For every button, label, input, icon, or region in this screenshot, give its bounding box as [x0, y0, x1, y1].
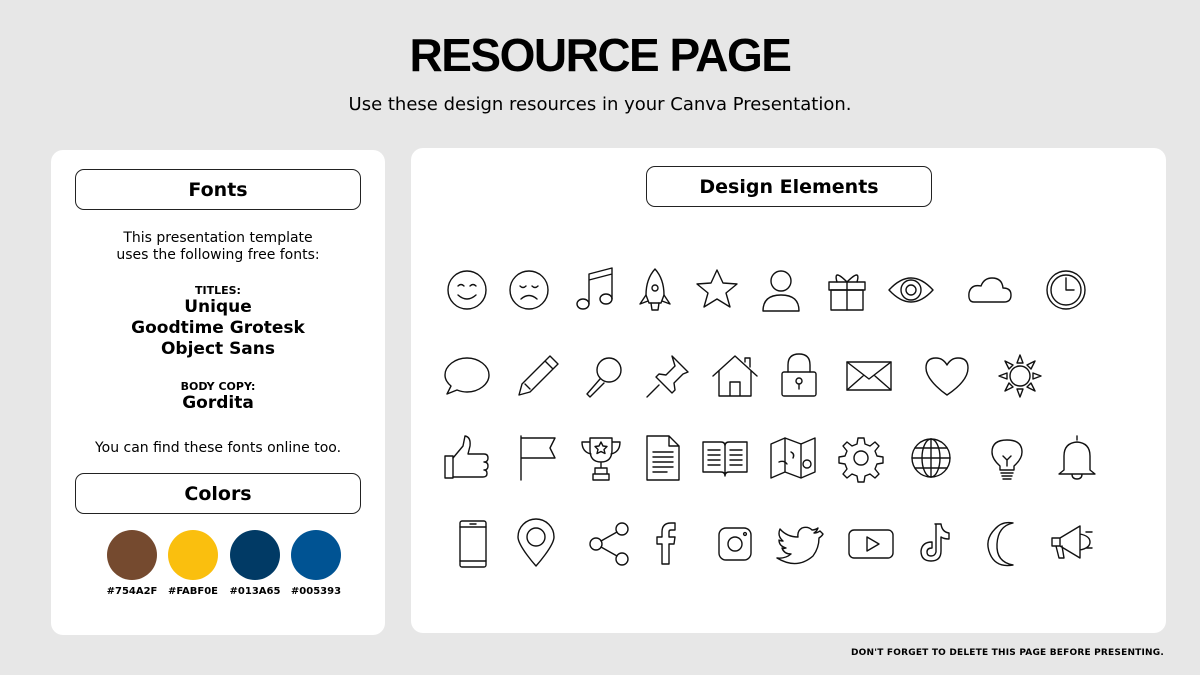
globe-icon — [905, 432, 957, 484]
fonts-heading: Fonts — [75, 169, 361, 210]
pencil-icon — [512, 350, 564, 402]
twitter-icon — [774, 518, 826, 570]
flag-icon — [511, 432, 563, 484]
color-swatch — [285, 530, 347, 597]
icon-grid — [441, 264, 1141, 594]
facebook-icon — [639, 518, 691, 570]
smile-icon — [441, 264, 493, 316]
swatch-circle — [107, 530, 157, 580]
swatch-hex: #013A65 — [229, 586, 281, 597]
title-fonts-list — [51, 297, 385, 360]
color-swatch — [224, 530, 286, 597]
design-elements-card — [411, 148, 1166, 633]
share-icon — [584, 518, 636, 570]
clock-icon — [1040, 264, 1092, 316]
music-note-icon — [568, 264, 620, 316]
fonts-intro — [51, 230, 385, 264]
location-pin-icon — [510, 518, 562, 570]
fonts-intro-line-1: This presentation template — [123, 230, 313, 246]
padlock-icon — [773, 350, 825, 402]
colors-heading: Colors — [75, 473, 361, 514]
speech-bubble-icon — [441, 350, 493, 402]
sun-icon — [994, 350, 1046, 402]
moon-icon — [981, 518, 1033, 570]
tiktok-icon — [907, 518, 959, 570]
eye-icon — [885, 264, 937, 316]
heart-icon — [921, 350, 973, 402]
swatch-hex: #005393 — [290, 586, 342, 597]
lightbulb-icon — [981, 432, 1033, 484]
trophy-icon — [575, 432, 627, 484]
instagram-icon — [709, 518, 761, 570]
swatch-hex: #754A2F — [106, 586, 158, 597]
page-title: RESOURCE PAGE — [409, 29, 791, 81]
gift-icon — [821, 264, 873, 316]
title-font-name: Object Sans — [160, 339, 276, 359]
design-elements-heading: Design Elements — [646, 166, 932, 207]
title-font-name: Unique — [184, 297, 252, 317]
bell-icon — [1051, 432, 1103, 484]
thumbs-up-icon — [441, 432, 493, 484]
swatch-circle — [230, 530, 280, 580]
magnifier-icon — [579, 350, 631, 402]
footer-note: DON'T FORGET TO DELETE THIS PAGE BEFORE PRESENTING. — [851, 648, 1164, 658]
document-icon — [637, 432, 689, 484]
sad-face-icon — [503, 264, 555, 316]
open-book-icon — [699, 432, 751, 484]
envelope-icon — [843, 350, 895, 402]
star-icon — [691, 264, 743, 316]
rocket-icon — [629, 264, 681, 316]
youtube-icon — [845, 518, 897, 570]
megaphone-icon — [1046, 518, 1098, 570]
gear-icon — [835, 432, 887, 484]
pushpin-icon — [642, 350, 694, 402]
title-font-name: Goodtime Grotesk — [131, 318, 305, 338]
color-swatch — [162, 530, 224, 597]
fonts-intro-line-2: uses the following free fonts: — [116, 247, 320, 263]
map-icon — [767, 432, 819, 484]
smartphone-icon — [447, 518, 499, 570]
body-copy-label: BODY COPY: — [180, 380, 256, 393]
titles-label: TITLES: — [195, 284, 241, 297]
color-swatch — [101, 530, 163, 597]
swatch-circle — [291, 530, 341, 580]
house-icon — [709, 350, 761, 402]
body-font-name: Gordita — [182, 393, 254, 413]
swatch-circle — [168, 530, 218, 580]
fonts-note: You can find these fonts online too. — [94, 440, 342, 456]
swatch-hex: #FABF0E — [167, 586, 219, 597]
cloud-icon — [962, 264, 1014, 316]
page-subtitle: Use these design resources in your Canva Presentation. — [348, 94, 852, 115]
user-icon — [755, 264, 807, 316]
fonts-colors-card — [51, 150, 385, 635]
color-swatches — [101, 530, 342, 600]
